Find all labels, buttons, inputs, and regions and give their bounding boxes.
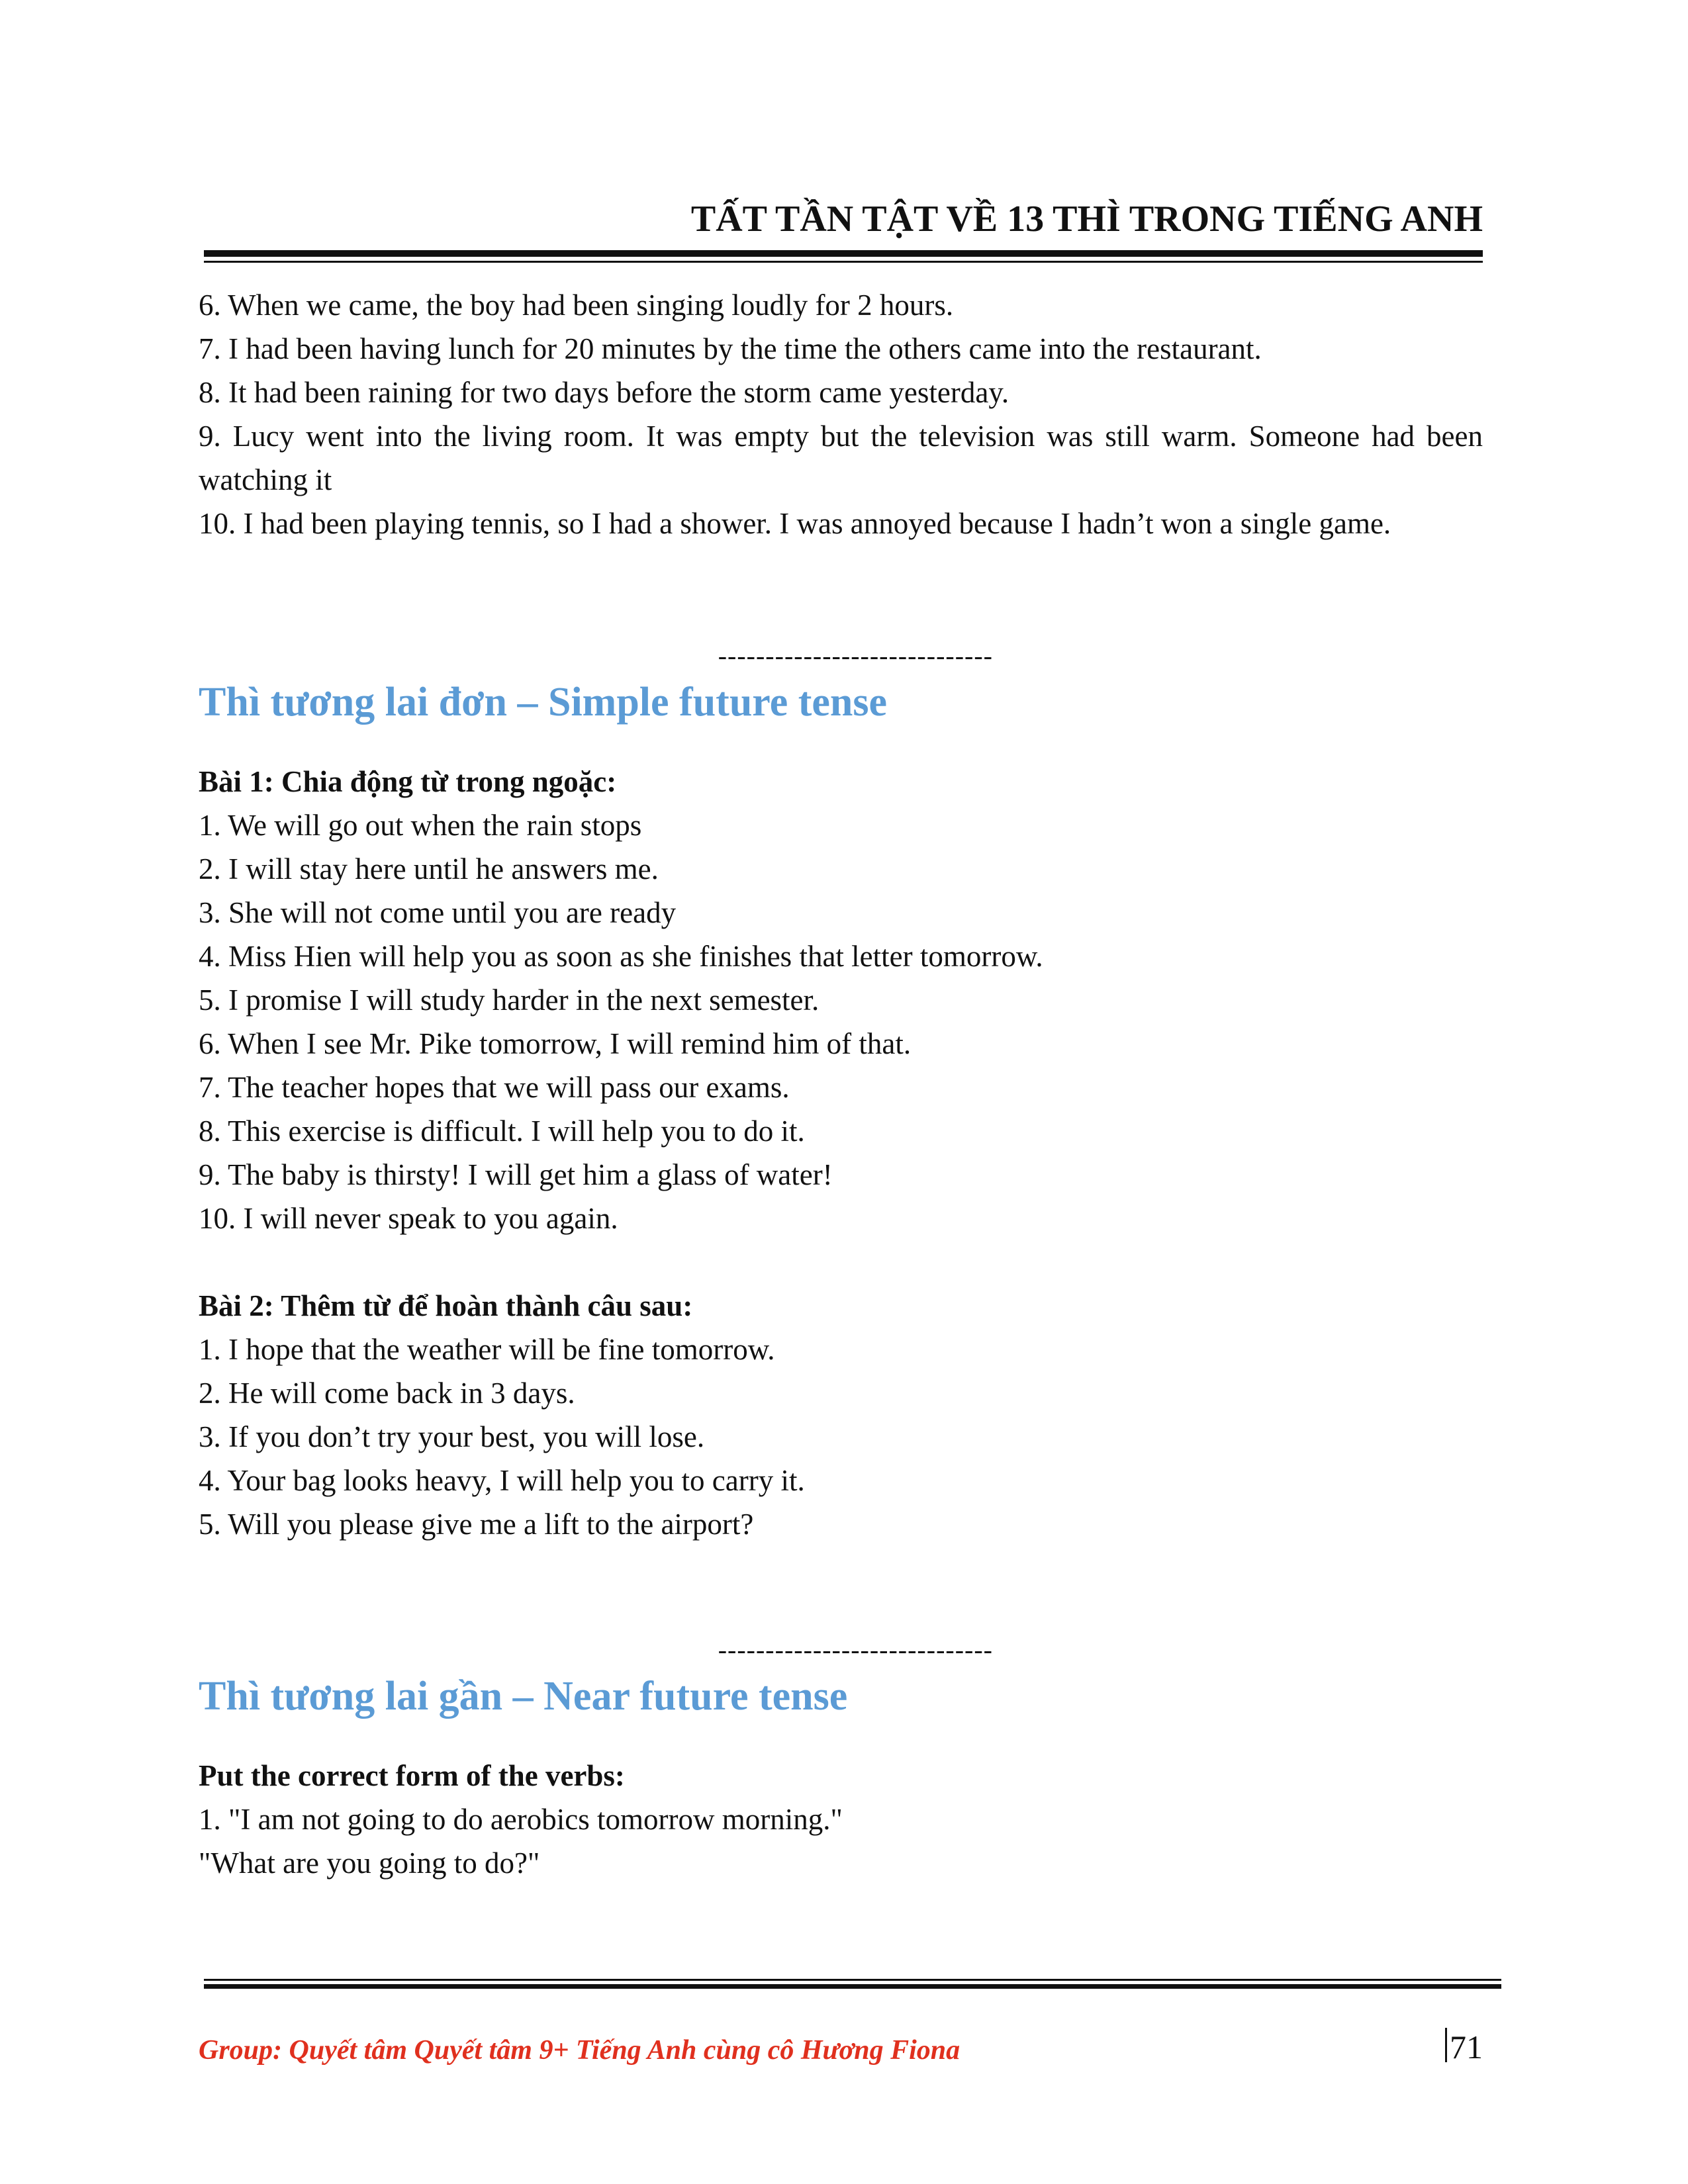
header-rule-thin (204, 261, 1483, 263)
exercise-item: 1. "I am not going to do aerobics tomorrow morning." (199, 1803, 843, 1836)
exercise-item: 7. The teacher hopes that we will pass our exams. (199, 1071, 790, 1104)
footer-group-name: Group: Quyết tâm Quyết tâm 9+ Tiếng Anh cùng cô Hương Fiona (199, 2035, 961, 2066)
exercise-item: 5. I promise I will study harder in the next semester. (199, 983, 820, 1017)
exercise-item: "What are you going to do?" (199, 1846, 540, 1880)
exercise-item: 5. Will you please give me a lift to the airport? (199, 1508, 754, 1541)
page-number-separator (1445, 2028, 1447, 2062)
page-number (1390, 2024, 1483, 2070)
sentence-line: 7. I had been having lunch for 20 minutes by the time the others came into the restaurant. (199, 332, 1262, 365)
exercise-item: 3. She will not come until you are ready (199, 896, 677, 929)
section-title-simple-future: Thì tương lai đơn – Simple future tense (199, 680, 888, 725)
footer-rule-thick (204, 1984, 1501, 1989)
section-divider: ----------------------------- (718, 641, 993, 670)
exercise-heading: Bài 2: Thêm từ để hoàn thành câu sau: (199, 1289, 693, 1322)
exercise-item: 10. I will never speak to you again. (199, 1202, 618, 1235)
page-header-title: TẤT TẦN TẬT VỀ 13 THÌ TRONG TIẾNG ANH (690, 199, 1483, 240)
page-number-value: 71 (1450, 2028, 1483, 2066)
section-title-near-future: Thì tương lai gần – Near future tense (199, 1674, 848, 1719)
sentence-paragraph: 9. Lucy went into the living room. It was empty but the television was still warm. Someone had been watching it (199, 420, 1483, 496)
section-divider: ----------------------------- (718, 1635, 993, 1664)
exercise-item: 2. I will stay here until he answers me. (199, 852, 659, 886)
exercise-item: 9. The baby is thirsty! I will get him a glass of water! (199, 1158, 833, 1191)
exercise-item: 6. When I see Mr. Pike tomorrow, I will remind him of that. (199, 1027, 912, 1060)
exercise-item: 8. This exercise is difficult. I will help you to do it. (199, 1115, 805, 1148)
exercise-item: 2. He will come back in 3 days. (199, 1377, 575, 1410)
footer-rule-thin (204, 1979, 1501, 1981)
sentence-paragraph: 10. I had been playing tennis, so I had a shower. I was annoyed because I hadn’t won a single game. (199, 507, 1391, 540)
exercise-item: 1. We will go out when the rain stops (199, 809, 642, 842)
exercise-item: 1. I hope that the weather will be fine tomorrow. (199, 1333, 775, 1366)
exercise-heading: Bài 1: Chia động từ trong ngoặc: (199, 765, 617, 798)
exercise-item: 3. If you don’t try your best, you will lose. (199, 1420, 705, 1453)
sentence-line: 8. It had been raining for two days before the storm came yesterday. (199, 376, 1009, 409)
exercise-item: 4. Miss Hien will help you as soon as she finishes that letter tomorrow. (199, 940, 1043, 973)
sentence-line: 6. When we came, the boy had been singing loudly for 2 hours. (199, 289, 954, 322)
header-rule-thick (204, 250, 1483, 257)
exercise-heading: Put the correct form of the verbs: (199, 1759, 625, 1792)
exercise-item: 4. Your bag looks heavy, I will help you to carry it. (199, 1464, 805, 1497)
page-content (199, 283, 1483, 1885)
